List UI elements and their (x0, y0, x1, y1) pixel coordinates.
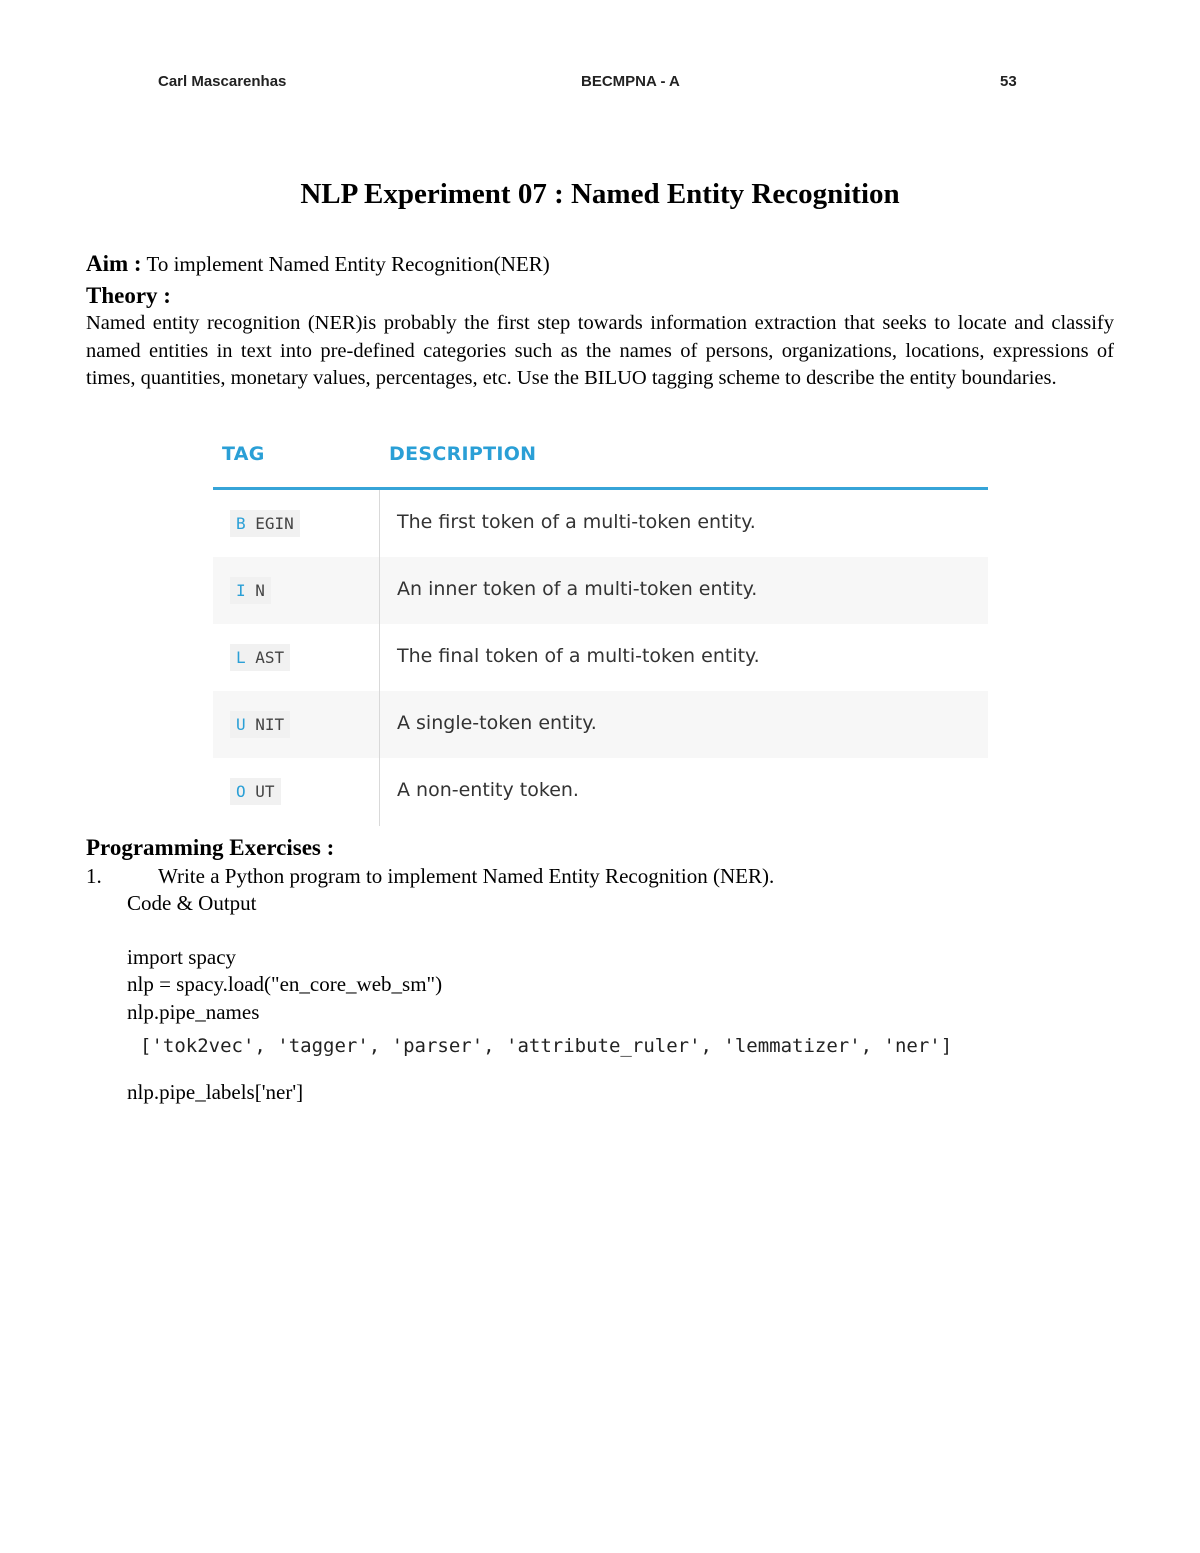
table-row (213, 624, 988, 691)
tag-rest: AST (255, 648, 285, 667)
tag-rest: NIT (255, 715, 285, 734)
description-cell: The first token of a multi-token entity. (397, 511, 756, 533)
theory-text: Named entity recognition (NER)is probably the first step towards information extraction that seeks to locate and classify named entities in text into pre-defined categories such as the names of persons, organizations, locations, expressions of times, quantities, monetary values, percentages, etc. Use the BILUO tagging scheme to describe the entity boundaries. (86, 312, 1114, 389)
description-cell: The final token of a multi-token entity. (397, 645, 760, 667)
biluo-table (213, 440, 988, 826)
code-output: ['tok2vec', 'tagger', 'parser', 'attribute_ruler', 'lemmatizer', 'ner'] (140, 1035, 953, 1057)
header-class: BECMPNA - A (581, 73, 680, 90)
exercises-label: Programming Exercises : (86, 835, 335, 860)
table-row (213, 691, 988, 758)
tag-initial: I (236, 581, 246, 600)
code-line: nlp.pipe_names (127, 1000, 260, 1024)
header-author: Carl Mascarenhas (158, 73, 287, 90)
aim-label: Aim : (86, 251, 142, 276)
table-column-rule (379, 490, 380, 826)
description-cell: A non-entity token. (397, 779, 579, 801)
tag-cell (230, 711, 290, 738)
table-header-tag: TAG (222, 443, 265, 465)
tag-rest: N (255, 581, 265, 600)
page-title: NLP Experiment 07 : Named Entity Recognition (300, 178, 900, 210)
tag-cell (230, 577, 271, 604)
tag-initial: B (236, 514, 246, 533)
table-row (213, 490, 988, 557)
tag-cell (230, 778, 281, 805)
code-output-label: Code & Output (127, 891, 257, 915)
exercise-text: Write a Python program to implement Named Entity Recognition (NER). (158, 864, 775, 888)
theory-label: Theory : (86, 283, 171, 308)
description-cell: A single-token entity. (397, 712, 597, 734)
table-header-description: DESCRIPTION (389, 443, 537, 465)
description-cell: An inner token of a multi-token entity. (397, 578, 758, 600)
header-roll-number: 53 (1000, 73, 1017, 90)
tag-initial: L (236, 648, 246, 667)
table-row (213, 758, 988, 825)
aim-row (86, 250, 550, 278)
table-row (213, 557, 988, 624)
exercise-number: 1. (86, 864, 102, 888)
tag-initial: U (236, 715, 246, 734)
tag-rest: UT (255, 782, 275, 801)
code-line: nlp = spacy.load("en_core_web_sm") (127, 972, 443, 996)
tag-rest: EGIN (255, 514, 294, 533)
code-line: nlp.pipe_labels['ner'] (127, 1080, 304, 1104)
tag-cell (230, 644, 290, 671)
tag-initial: O (236, 782, 246, 801)
aim-text: To implement Named Entity Recognition(NER) (146, 252, 550, 276)
tag-cell (230, 510, 300, 537)
code-line: import spacy (127, 945, 237, 969)
